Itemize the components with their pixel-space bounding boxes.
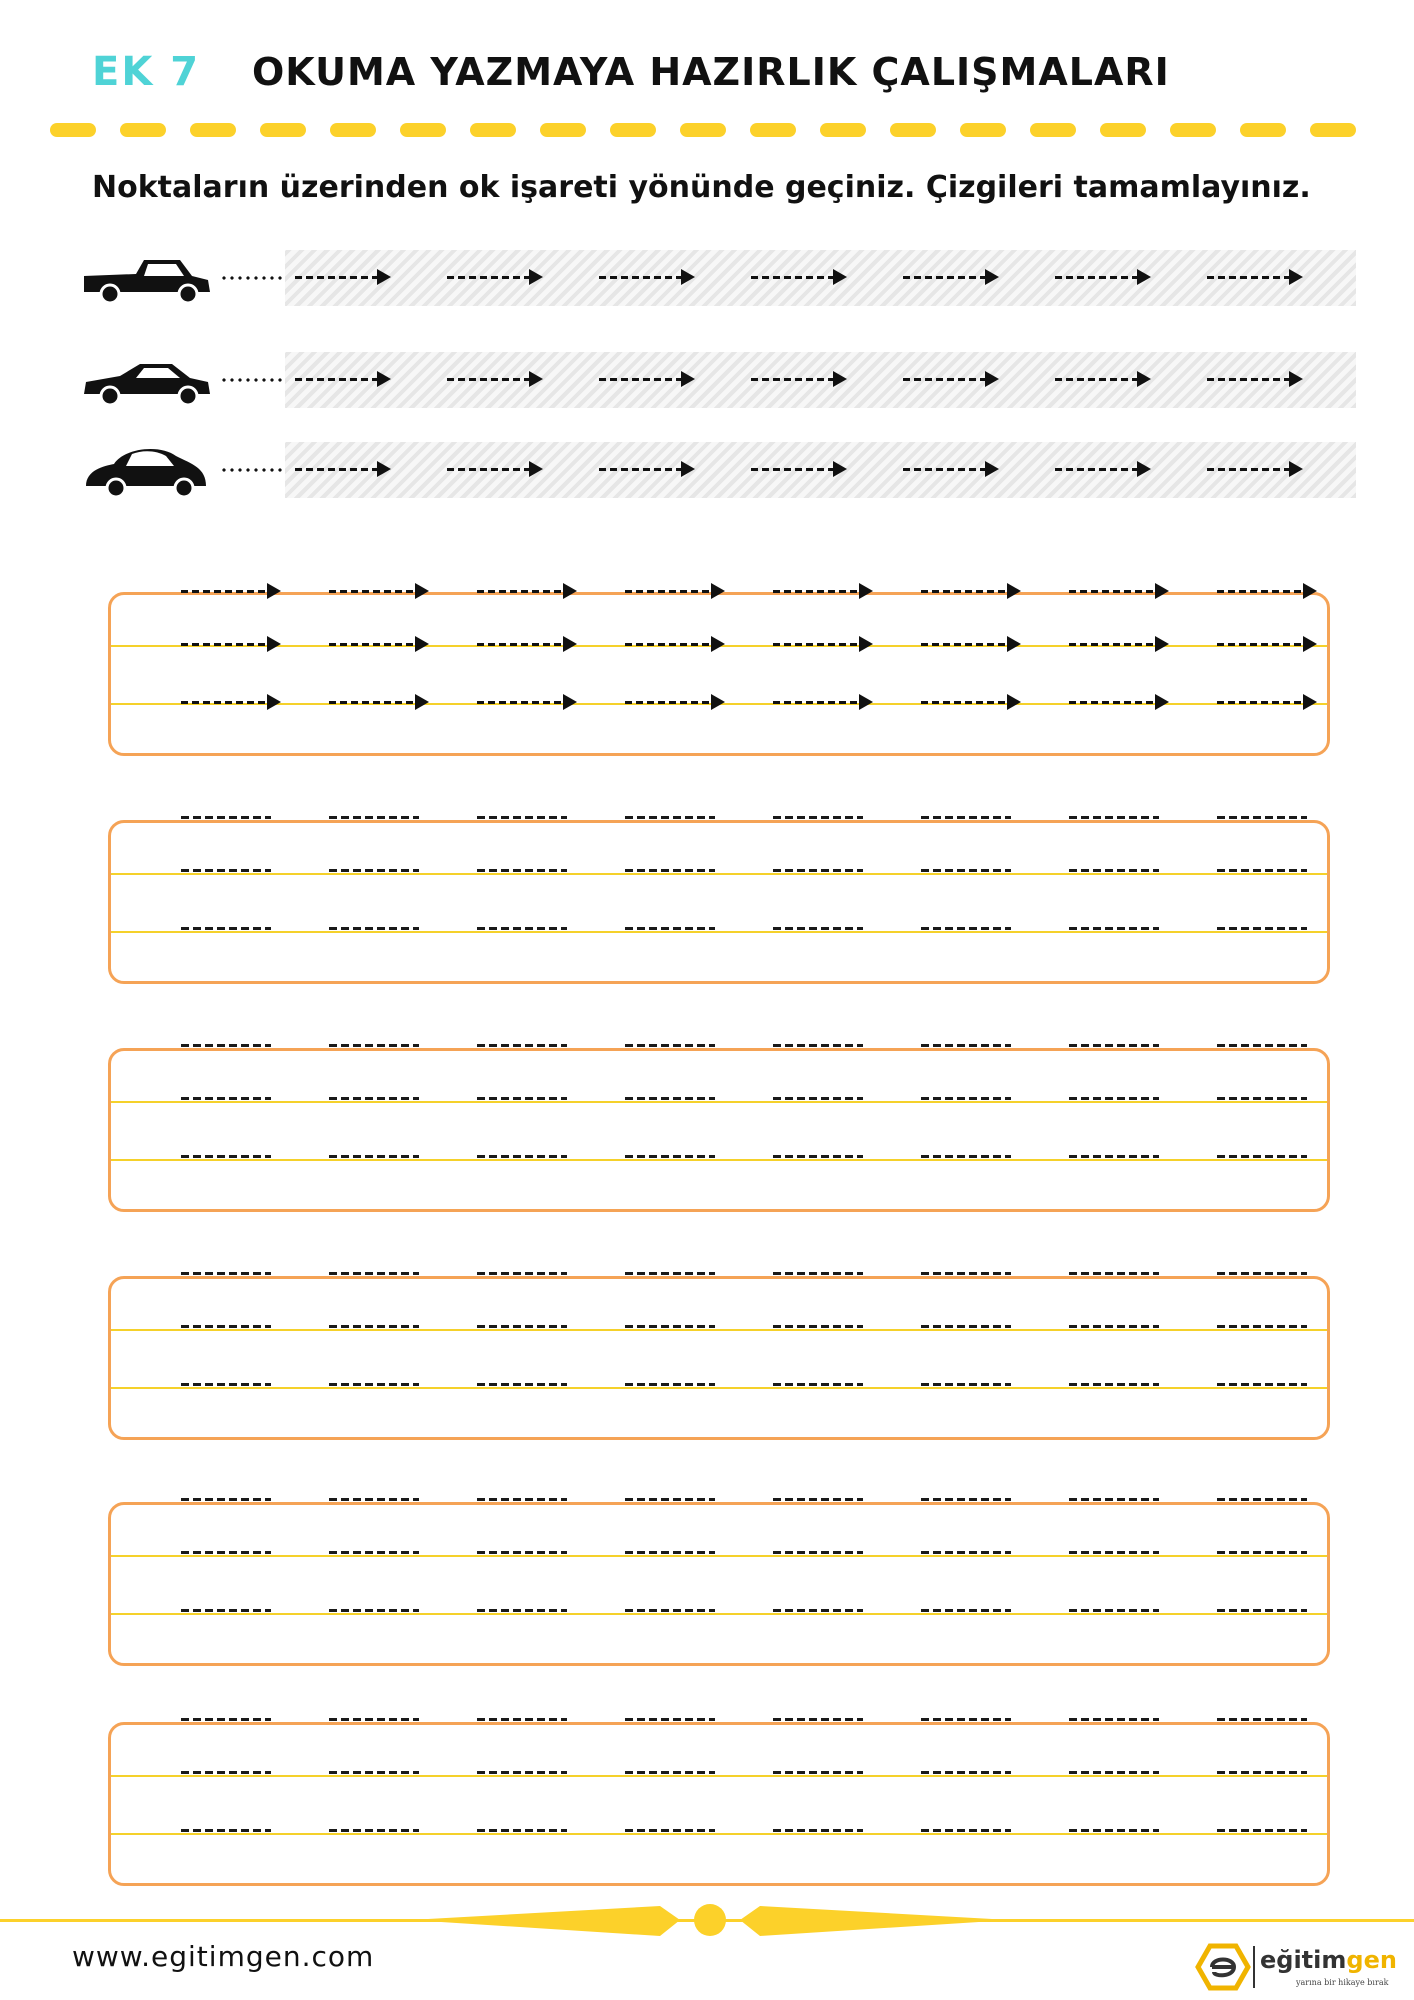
trace-arrow (477, 587, 577, 597)
trace-dash-line (181, 1829, 271, 1832)
trace-dash-line (625, 816, 715, 819)
trace-arrow (477, 640, 577, 650)
trace-dash-line (773, 1771, 863, 1774)
trace-dash-line (625, 1097, 715, 1100)
trace-dash-line (329, 1551, 419, 1554)
trace-dash-line (773, 869, 863, 872)
trace-arrow (1069, 587, 1169, 597)
trace-arrow (751, 273, 847, 283)
road-strip (285, 250, 1356, 306)
guide-line (111, 1775, 1327, 1777)
trace-dash-line (477, 1097, 567, 1100)
divider-dash (680, 123, 726, 137)
page-header (92, 42, 1170, 102)
trace-dash-line (921, 927, 1011, 930)
trace-dash-line (921, 1498, 1011, 1501)
trace-dash-line (329, 1609, 419, 1612)
writing-box-3 (108, 1048, 1330, 1212)
page-title: OKUMA YAZMAYA HAZIRLIK ÇALIŞMALARI (252, 50, 1170, 94)
trace-dash-line (181, 1325, 271, 1328)
guide-line (111, 873, 1327, 875)
trace-arrow (1069, 640, 1169, 650)
trace-dash-line (921, 1383, 1011, 1386)
trace-dash-line (921, 1097, 1011, 1100)
trace-dash-line (329, 1498, 419, 1501)
trace-arrow (773, 698, 873, 708)
trace-dash-line (329, 816, 419, 819)
guide-line (111, 1101, 1327, 1103)
trace-dash-line (1217, 1155, 1307, 1158)
trace-arrow (599, 465, 695, 475)
appendix-label: EK 7 (92, 49, 201, 95)
website-link[interactable]: www.egitimgen.com (72, 1940, 375, 1973)
trace-dash-line (181, 1383, 271, 1386)
trace-dash-line (329, 1771, 419, 1774)
trace-dash-line (477, 1609, 567, 1612)
guide-line (111, 931, 1327, 933)
trace-dash-line (181, 1771, 271, 1774)
trace-dash-line (181, 1155, 271, 1158)
trace-dash-line (1217, 1383, 1307, 1386)
trace-dash-line (1069, 1718, 1159, 1721)
divider-dash (540, 123, 586, 137)
trace-arrow (751, 465, 847, 475)
trace-dash-line (921, 1718, 1011, 1721)
trace-dash-line (329, 869, 419, 872)
trace-dash-line (625, 1829, 715, 1832)
trace-dash-line (1069, 816, 1159, 819)
trace-dash-line (329, 927, 419, 930)
guide-line (111, 1555, 1327, 1557)
trace-dash-line (773, 927, 863, 930)
trace-arrow (625, 698, 725, 708)
trace-dash-line (1069, 1771, 1159, 1774)
trace-dash-line (625, 1718, 715, 1721)
guide-line (111, 1159, 1327, 1161)
trace-dash-line (1069, 1272, 1159, 1275)
trace-dash-line (329, 1325, 419, 1328)
trace-dash-line (1069, 1325, 1159, 1328)
trace-arrow (1055, 375, 1151, 385)
trace-arrow (329, 698, 429, 708)
trace-arrow (295, 465, 391, 475)
guide-line (111, 1833, 1327, 1835)
trace-dash-line (1217, 869, 1307, 872)
trace-dash-line (773, 1272, 863, 1275)
trace-dash-line (625, 869, 715, 872)
divider-dash (1100, 123, 1146, 137)
pickup-truck-icon (80, 250, 214, 306)
guide-line (111, 1329, 1327, 1331)
instruction-text: Noktaların üzerinden ok işareti yönünde geçiniz. Çizgileri tamamlayınız. (92, 170, 1311, 205)
logo-wordmark (1260, 1946, 1397, 1974)
logo-text-egitim: eğitim (1260, 1946, 1347, 1974)
trace-dash-line (1217, 1551, 1307, 1554)
trace-dash-line (773, 1718, 863, 1721)
divider-dash (890, 123, 936, 137)
writing-box-2 (108, 820, 1330, 984)
trace-dash-line (1217, 1609, 1307, 1612)
trace-arrow (773, 640, 873, 650)
trace-arrow (1207, 273, 1303, 283)
beetle-car-icon (80, 442, 214, 498)
trace-dash-line (1217, 927, 1307, 930)
trace-arrow (447, 375, 543, 385)
trace-dash-line (1069, 1044, 1159, 1047)
road-strip (285, 442, 1356, 498)
divider-dash (960, 123, 1006, 137)
trace-dash-line (625, 1551, 715, 1554)
trace-dash-line (477, 1771, 567, 1774)
trace-dash-line (1069, 869, 1159, 872)
trace-dash-line (921, 869, 1011, 872)
trace-dash-line (921, 1044, 1011, 1047)
trace-arrow (1217, 698, 1317, 708)
trace-arrow (625, 640, 725, 650)
trace-dash-line (921, 1325, 1011, 1328)
trace-dash-line (181, 1498, 271, 1501)
trace-arrow (1055, 273, 1151, 283)
trace-dash-line (773, 816, 863, 819)
trace-dash-line (773, 1044, 863, 1047)
trace-arrow (329, 587, 429, 597)
trace-dash-line (921, 1609, 1011, 1612)
car-row-3 (80, 442, 1356, 498)
trace-dash-line (1217, 1771, 1307, 1774)
trace-arrow (447, 273, 543, 283)
trace-dash-line (625, 1044, 715, 1047)
trace-dash-line (181, 869, 271, 872)
trace-dash-line (625, 927, 715, 930)
trace-arrow (773, 587, 873, 597)
trace-dash-line (477, 1272, 567, 1275)
trace-dash-line (329, 1044, 419, 1047)
divider-dash (470, 123, 516, 137)
divider-dash (820, 123, 866, 137)
writing-box-6 (108, 1722, 1330, 1886)
trace-dash-line (1069, 1097, 1159, 1100)
divider-dash (1170, 123, 1216, 137)
writing-box-4 (108, 1276, 1330, 1440)
divider-dash (190, 123, 236, 137)
trace-dash-line (181, 1097, 271, 1100)
trace-dash-line (477, 1155, 567, 1158)
trace-arrow (599, 273, 695, 283)
sports-car-icon (80, 352, 214, 408)
logo-text-gen: gen (1346, 1946, 1397, 1974)
trace-dash-line (329, 1718, 419, 1721)
trace-dash-line (477, 927, 567, 930)
trace-arrow (1217, 640, 1317, 650)
trace-dash-line (773, 1609, 863, 1612)
guide-line (111, 1387, 1327, 1389)
divider-dash (120, 123, 166, 137)
trace-arrow (181, 640, 281, 650)
trace-arrow (751, 375, 847, 385)
trace-arrow (181, 587, 281, 597)
trace-arrow (1055, 465, 1151, 475)
trace-dash-line (625, 1325, 715, 1328)
trace-dash-line (625, 1383, 715, 1386)
trace-dash-line (625, 1272, 715, 1275)
trace-dash-line (1217, 1498, 1307, 1501)
trace-dash-line (1069, 927, 1159, 930)
trace-dash-line (477, 1044, 567, 1047)
writing-box-5 (108, 1502, 1330, 1666)
trace-dash-line (1217, 1718, 1307, 1721)
trace-dash-line (1217, 1272, 1307, 1275)
trace-dash-line (181, 1272, 271, 1275)
trace-dash-line (773, 1829, 863, 1832)
header-dash-divider (50, 123, 1366, 137)
trace-dash-line (477, 1383, 567, 1386)
trace-dash-line (625, 1609, 715, 1612)
trace-dash-line (921, 816, 1011, 819)
divider-dash (610, 123, 656, 137)
trace-arrow (921, 640, 1021, 650)
trace-dash-line (1069, 1498, 1159, 1501)
divider-dash (260, 123, 306, 137)
trace-dash-line (773, 1551, 863, 1554)
writing-box-1 (108, 592, 1330, 756)
trace-arrow (1217, 587, 1317, 597)
trace-dash-line (181, 927, 271, 930)
trace-arrow (921, 587, 1021, 597)
trace-arrow (599, 375, 695, 385)
trace-dash-line (181, 1044, 271, 1047)
trace-dash-line (477, 816, 567, 819)
divider-dash (1030, 123, 1076, 137)
trace-dash-line (1069, 1609, 1159, 1612)
trace-arrow (1207, 465, 1303, 475)
trace-arrow (447, 465, 543, 475)
trace-dash-line (1069, 1155, 1159, 1158)
logo-tagline: yarına bir hikaye bırak (1296, 1978, 1389, 1987)
trace-arrow (295, 273, 391, 283)
trace-dash-line (921, 1551, 1011, 1554)
trace-dash-line (921, 1155, 1011, 1158)
trace-dash-line (625, 1155, 715, 1158)
trace-dash-line (477, 1718, 567, 1721)
trace-dash-line (1069, 1551, 1159, 1554)
trace-dash-line (773, 1383, 863, 1386)
trace-dash-line (329, 1272, 419, 1275)
trace-dash-line (181, 1609, 271, 1612)
trace-dash-line (1217, 1097, 1307, 1100)
trace-arrow (903, 465, 999, 475)
trace-dash-line (773, 1155, 863, 1158)
trace-dash-line (329, 1383, 419, 1386)
trace-dash-line (181, 1551, 271, 1554)
car-row-1 (80, 250, 1356, 306)
divider-dash (330, 123, 376, 137)
divider-dash (1310, 123, 1356, 137)
trace-dash-line (1069, 1383, 1159, 1386)
divider-dash (1240, 123, 1286, 137)
trace-dash-line (477, 1498, 567, 1501)
trace-arrow (329, 640, 429, 650)
trace-dash-line (1217, 816, 1307, 819)
trace-arrow (1207, 375, 1303, 385)
trace-dash-line (921, 1771, 1011, 1774)
trace-dash-line (477, 1325, 567, 1328)
car-row-2 (80, 352, 1356, 408)
trace-dash-line (181, 1718, 271, 1721)
trace-arrow (295, 375, 391, 385)
trace-dash-line (329, 1097, 419, 1100)
trace-dash-line (1217, 1829, 1307, 1832)
trace-arrow (1069, 698, 1169, 708)
road-strip (285, 352, 1356, 408)
trace-dash-line (1069, 1829, 1159, 1832)
trace-dash-line (773, 1097, 863, 1100)
trace-dash-line (921, 1829, 1011, 1832)
trace-arrow (921, 698, 1021, 708)
trace-dash-line (773, 1498, 863, 1501)
trace-dash-line (625, 1771, 715, 1774)
trace-arrow (903, 375, 999, 385)
trace-dash-line (477, 1551, 567, 1554)
trace-dash-line (921, 1272, 1011, 1275)
divider-dash (50, 123, 96, 137)
trace-dash-line (329, 1829, 419, 1832)
trace-arrow (625, 587, 725, 597)
trace-dash-line (625, 1498, 715, 1501)
trace-dash-line (477, 1829, 567, 1832)
footer-ornament (410, 1902, 1010, 1942)
trace-dash-line (181, 816, 271, 819)
trace-dash-line (1217, 1325, 1307, 1328)
trace-arrow (903, 273, 999, 283)
trace-dash-line (477, 869, 567, 872)
divider-dash (400, 123, 446, 137)
trace-dash-line (773, 1325, 863, 1328)
trace-arrow (181, 698, 281, 708)
trace-dash-line (1217, 1044, 1307, 1047)
guide-line (111, 1613, 1327, 1615)
trace-dash-line (329, 1155, 419, 1158)
trace-arrow (477, 698, 577, 708)
divider-dash (750, 123, 796, 137)
